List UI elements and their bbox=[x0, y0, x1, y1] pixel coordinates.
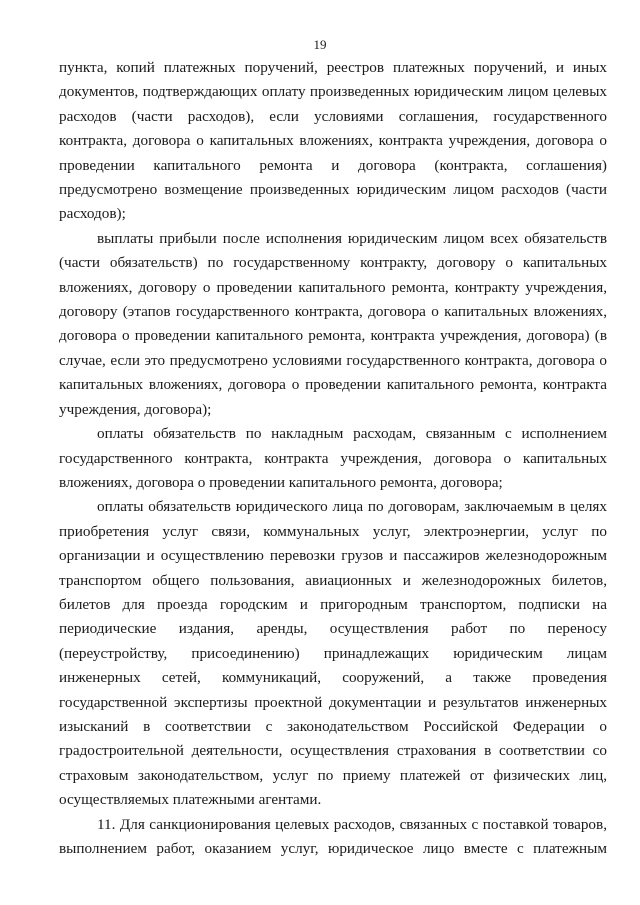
paragraph-3: оплаты обязательств по накладным расходам, связанным с исполнением государственного контракта, контракта учреждения, договора о капитальных вложениях, договора о проведении капитального ремонта, договора; bbox=[59, 425, 607, 491]
paragraph-4: оплаты обязательств юридического лица по договорам, заключаемым в целях приобретения услуг связи, коммунальных услуг, электроэнергии, услуг по организации и осуществлению перевозки грузов и пассажиров железнодорожным транспортом общего пользования, авиационных и железнодорожных билетов, билетов для проезда городским и пригородным транспортом, подписки на периодические издания, аренды, осуществления работ по переносу (переустройству, присоединению) принадлежащих юридическим лицам инженерных сетей, коммуникаций, сооружений, а также проведения государственной экспертизы проектной документации и результатов инженерных изысканий в соответствии с законодательством Российской Федерации о градостроительной деятельности, осуществления страхования в соответствии со страховым законодательством, услуг по приему платежей от физических лиц, осуществляемых платежными агентами. bbox=[59, 498, 607, 809]
document-body bbox=[59, 56, 607, 861]
paragraph-2: выплаты прибыли после исполнения юридическим лицом всех обязательств (части обязательств) по государственному контракту, договору о капитальных вложениях, договору о проведении капитального ремонта, контракту учреждения, договору (этапов государственного контракта, договора о капитальных вложениях, договора о проведении капитального ремонта, контракта учреждения, договора) (в случае, если это предусмотрено условиями государственного контракта, договора о капитальных вложениях, договора о проведении капитального ремонта, контракта учреждения, договора); bbox=[59, 229, 607, 418]
page-number: 19 bbox=[313, 37, 327, 52]
paragraph-1: пункта, копий платежных поручений, реестров платежных поручений, и иных документов, подтверждающих оплату произведенных юридическим лицом целевых расходов (части расходов), если условиями соглашения, государственного контракта, договора о капитальных вложениях, контракта учреждения, договора о проведении капитального ремонта и договора (контракта, соглашения) предусмотрено возмещение произведенных юридическим лицом расходов (части расходов); bbox=[59, 59, 607, 223]
paragraph-5: 11. Для санкционирования целевых расходов, связанных с поставкой товаров, выполнением работ, оказанием услуг, юридическое лицо вместе с платежным bbox=[59, 815, 607, 857]
